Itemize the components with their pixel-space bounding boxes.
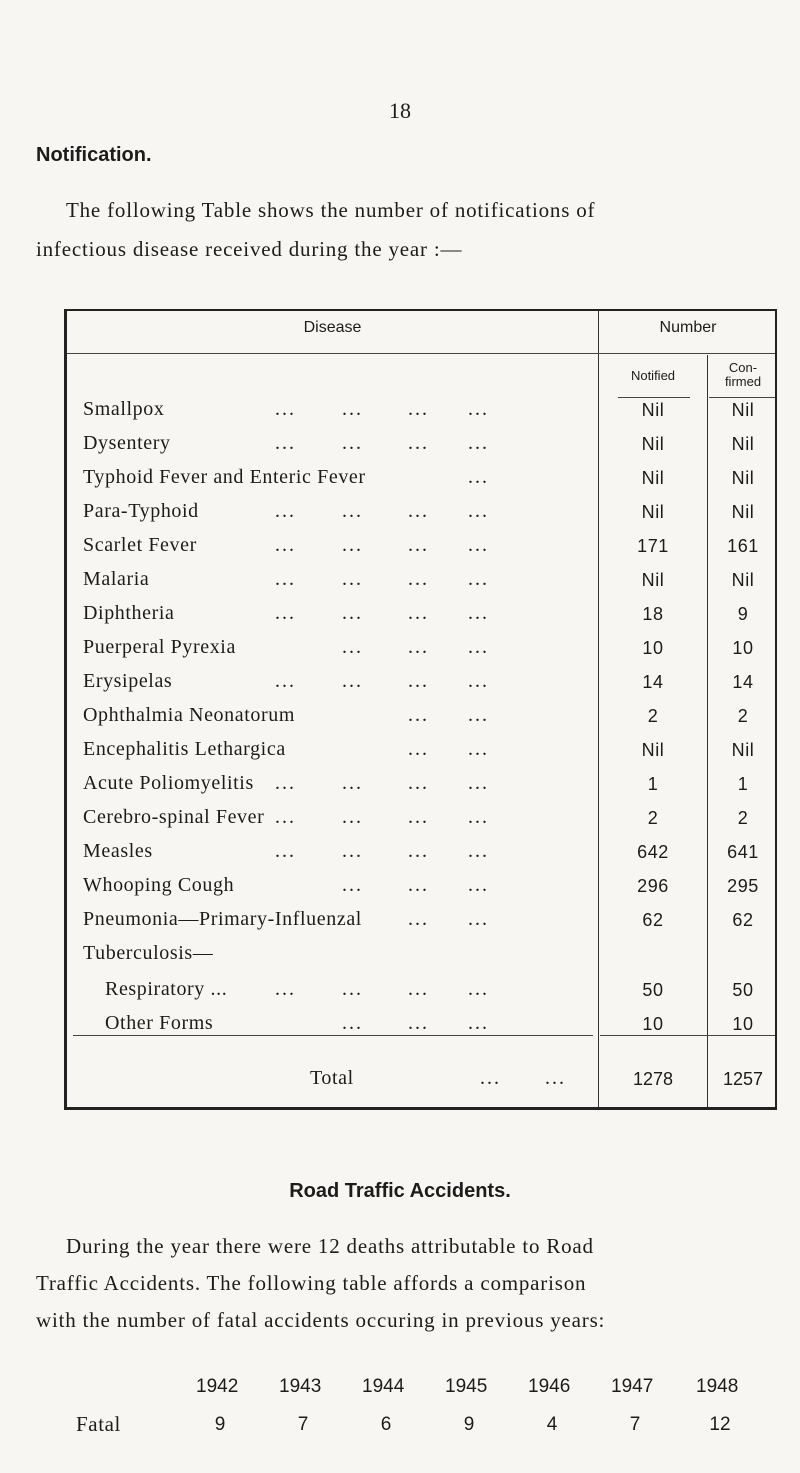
- leader-dots: ...: [275, 398, 296, 420]
- leader-dots: ...: [275, 978, 296, 1000]
- leader-dots: ...: [408, 840, 429, 862]
- year-label: 1946: [528, 1376, 571, 1397]
- notified-count: 171: [637, 536, 669, 556]
- total-notified: 1278: [632, 1069, 674, 1089]
- table-row: [67, 874, 775, 908]
- leader-dots: ...: [342, 874, 363, 896]
- road-paragraph-line: During the year there were 12 deaths attributable to Road: [66, 1234, 594, 1258]
- header-rule: [67, 353, 775, 354]
- road-paragraph-line: with the number of fatal accidents occuring in previous years:: [36, 1308, 606, 1332]
- leader-dots: ...: [408, 432, 429, 454]
- table-row: [67, 636, 775, 670]
- leader-dots: ...: [545, 1067, 566, 1089]
- leader-dots: ...: [275, 602, 296, 624]
- leader-dots: ...: [342, 602, 363, 624]
- fatal-count: 6: [380, 1414, 392, 1435]
- notified-count: Nil: [641, 468, 665, 488]
- year-label: 1943: [279, 1376, 322, 1397]
- notified-count: 2: [647, 808, 659, 828]
- table-row: [67, 432, 775, 466]
- confirmed-count: Nil: [731, 740, 755, 760]
- confirmed-count: 295: [727, 876, 759, 896]
- disease-name: Cerebro-spinal Fever: [83, 806, 265, 828]
- fatal-count: 4: [546, 1414, 558, 1435]
- confirmed-count: Nil: [731, 400, 755, 420]
- column-header-confirmed-line: Con-: [728, 360, 758, 375]
- leader-dots: ...: [342, 432, 363, 454]
- leader-dots: ...: [408, 704, 429, 726]
- column-header-confirmed-line: firmed: [724, 374, 762, 389]
- leader-dots: ...: [342, 840, 363, 862]
- total-confirmed: 1257: [722, 1069, 764, 1089]
- leader-dots: ...: [275, 568, 296, 590]
- leader-dots: ...: [468, 466, 489, 488]
- leader-dots: ...: [275, 806, 296, 828]
- leader-dots: ...: [408, 398, 429, 420]
- leader-dots: ...: [468, 772, 489, 794]
- leader-dots: ...: [408, 636, 429, 658]
- confirmed-count: 9: [737, 604, 749, 624]
- table-row: [67, 1012, 775, 1046]
- leader-dots: ...: [342, 978, 363, 1000]
- disease-name: Pneumonia—Primary-Influenzal: [83, 908, 362, 930]
- table-row: [67, 908, 775, 942]
- confirmed-count: Nil: [731, 434, 755, 454]
- table-row: [67, 840, 775, 874]
- leader-dots: ...: [275, 840, 296, 862]
- leader-dots: ...: [275, 772, 296, 794]
- confirmed-count: 2: [737, 808, 749, 828]
- leader-dots: ...: [468, 1012, 489, 1034]
- confirmed-count: 641: [727, 842, 759, 862]
- disease-name: Ophthalmia Neonatorum: [83, 704, 295, 726]
- notified-count: 296: [637, 876, 669, 896]
- column-header-confirmed: [708, 361, 778, 389]
- table-row: [67, 978, 775, 1012]
- notified-count: Nil: [641, 502, 665, 522]
- table-row: [67, 534, 775, 568]
- road-paragraph-line: Traffic Accidents. The following table affords a comparison: [36, 1271, 587, 1295]
- leader-dots: ...: [342, 772, 363, 794]
- disease-name: Scarlet Fever: [83, 534, 197, 556]
- year-label: 1947: [611, 1376, 654, 1397]
- disease-name: Tuberculosis—: [83, 942, 214, 964]
- leader-dots: ...: [408, 568, 429, 590]
- notified-count: 2: [647, 706, 659, 726]
- leader-dots: ...: [408, 874, 429, 896]
- leader-dots: ...: [342, 398, 363, 420]
- column-header-disease: Disease: [303, 319, 362, 336]
- table-row: [67, 500, 775, 534]
- leader-dots: ...: [342, 806, 363, 828]
- disease-name: Malaria: [83, 568, 150, 590]
- leader-dots: ...: [468, 500, 489, 522]
- notified-count: 10: [642, 1014, 664, 1034]
- leader-dots: ...: [408, 670, 429, 692]
- leader-dots: ...: [408, 978, 429, 1000]
- leader-dots: ...: [275, 534, 296, 556]
- leader-dots: ...: [408, 534, 429, 556]
- disease-name: Diphtheria: [83, 602, 175, 624]
- leader-dots: ...: [468, 704, 489, 726]
- confirmed-count: 1: [737, 774, 749, 794]
- disease-name: Whooping Cough: [83, 874, 235, 896]
- confirmed-count: 10: [732, 638, 754, 658]
- table-row: [67, 398, 775, 432]
- confirmed-count: 10: [732, 1014, 754, 1034]
- fatal-count: 12: [709, 1414, 731, 1435]
- leader-dots: ...: [468, 432, 489, 454]
- notified-count: Nil: [641, 570, 665, 590]
- leader-dots: ...: [468, 670, 489, 692]
- leader-dots: ...: [342, 670, 363, 692]
- disease-name: Other Forms: [105, 1012, 214, 1034]
- leader-dots: ...: [408, 806, 429, 828]
- disease-name: Smallpox: [83, 398, 165, 420]
- leader-dots: ...: [342, 636, 363, 658]
- leader-dots: ...: [275, 670, 296, 692]
- leader-dots: ...: [275, 500, 296, 522]
- intro-paragraph-line: The following Table shows the number of notifications of: [66, 198, 596, 222]
- disease-name: Dysentery: [83, 432, 171, 454]
- leader-dots: ...: [408, 908, 429, 930]
- confirmed-count: 14: [732, 672, 754, 692]
- notified-count: 10: [642, 638, 664, 658]
- disease-name: Puerperal Pyrexia: [83, 636, 236, 658]
- intro-paragraph-line: infectious disease received during the year :—: [36, 237, 463, 261]
- section-heading-notification: Notification.: [36, 144, 152, 166]
- table-row: [67, 568, 775, 602]
- column-header-notified: Notified: [630, 368, 676, 383]
- disease-name: Acute Poliomyelitis: [83, 772, 254, 794]
- disease-name: Erysipelas: [83, 670, 173, 692]
- leader-dots: ...: [468, 398, 489, 420]
- leader-dots: ...: [468, 602, 489, 624]
- leader-dots: ...: [342, 534, 363, 556]
- fatal-count: 7: [297, 1414, 309, 1435]
- table-row: [67, 704, 775, 738]
- leader-dots: ...: [468, 636, 489, 658]
- leader-dots: ...: [468, 840, 489, 862]
- table-row: [67, 772, 775, 806]
- notifications-table: [64, 309, 777, 1110]
- section-heading-road-traffic: Road Traffic Accidents.: [289, 1180, 511, 1202]
- confirmed-count: 161: [727, 536, 759, 556]
- leader-dots: ...: [480, 1067, 501, 1089]
- table-row: [67, 942, 775, 976]
- leader-dots: ...: [342, 568, 363, 590]
- confirmed-count: 2: [737, 706, 749, 726]
- year-label: 1942: [196, 1376, 239, 1397]
- fatal-label: Fatal: [76, 1412, 121, 1436]
- leader-dots: ...: [408, 500, 429, 522]
- leader-dots: ...: [468, 738, 489, 760]
- notified-count: Nil: [641, 740, 665, 760]
- notified-count: 1: [647, 774, 659, 794]
- leader-dots: ...: [468, 978, 489, 1000]
- notified-count: 642: [637, 842, 669, 862]
- fatal-count: 9: [463, 1414, 475, 1435]
- notified-count: 62: [642, 910, 664, 930]
- table-row: [67, 806, 775, 840]
- table-row: [67, 670, 775, 704]
- page-number: 18: [389, 98, 411, 123]
- leader-dots: ...: [468, 806, 489, 828]
- year-label: 1945: [445, 1376, 488, 1397]
- leader-dots: ...: [275, 432, 296, 454]
- year-label: 1944: [362, 1376, 405, 1397]
- confirmed-count: Nil: [731, 468, 755, 488]
- leader-dots: ...: [408, 1012, 429, 1034]
- year-label: 1948: [696, 1376, 739, 1397]
- table-row: [67, 738, 775, 772]
- leader-dots: ...: [468, 874, 489, 896]
- confirmed-count: 62: [732, 910, 754, 930]
- disease-name: Encephalitis Lethargica: [83, 738, 286, 760]
- leader-dots: ...: [408, 772, 429, 794]
- leader-dots: ...: [408, 602, 429, 624]
- disease-name: Respiratory ...: [105, 978, 228, 1000]
- leader-dots: ...: [342, 500, 363, 522]
- disease-name: Typhoid Fever and Enteric Fever: [83, 466, 366, 488]
- leader-dots: ...: [468, 534, 489, 556]
- notified-count: 14: [642, 672, 664, 692]
- leader-dots: ...: [468, 568, 489, 590]
- table-row: [67, 602, 775, 636]
- leader-dots: ...: [342, 1012, 363, 1034]
- total-label: Total: [310, 1067, 354, 1089]
- confirmed-count: Nil: [731, 502, 755, 522]
- table-row: [67, 466, 775, 500]
- notified-count: 50: [642, 980, 664, 1000]
- fatal-count: 7: [629, 1414, 641, 1435]
- confirmed-count: 50: [732, 980, 754, 1000]
- fatal-count: 9: [214, 1414, 226, 1435]
- notified-count: Nil: [641, 400, 665, 420]
- leader-dots: ...: [408, 738, 429, 760]
- leader-dots: ...: [468, 908, 489, 930]
- notified-count: 18: [642, 604, 664, 624]
- disease-name: Para-Typhoid: [83, 500, 199, 522]
- disease-name: Measles: [83, 840, 153, 862]
- notified-count: Nil: [641, 434, 665, 454]
- confirmed-count: Nil: [731, 570, 755, 590]
- column-header-number: Number: [659, 319, 717, 336]
